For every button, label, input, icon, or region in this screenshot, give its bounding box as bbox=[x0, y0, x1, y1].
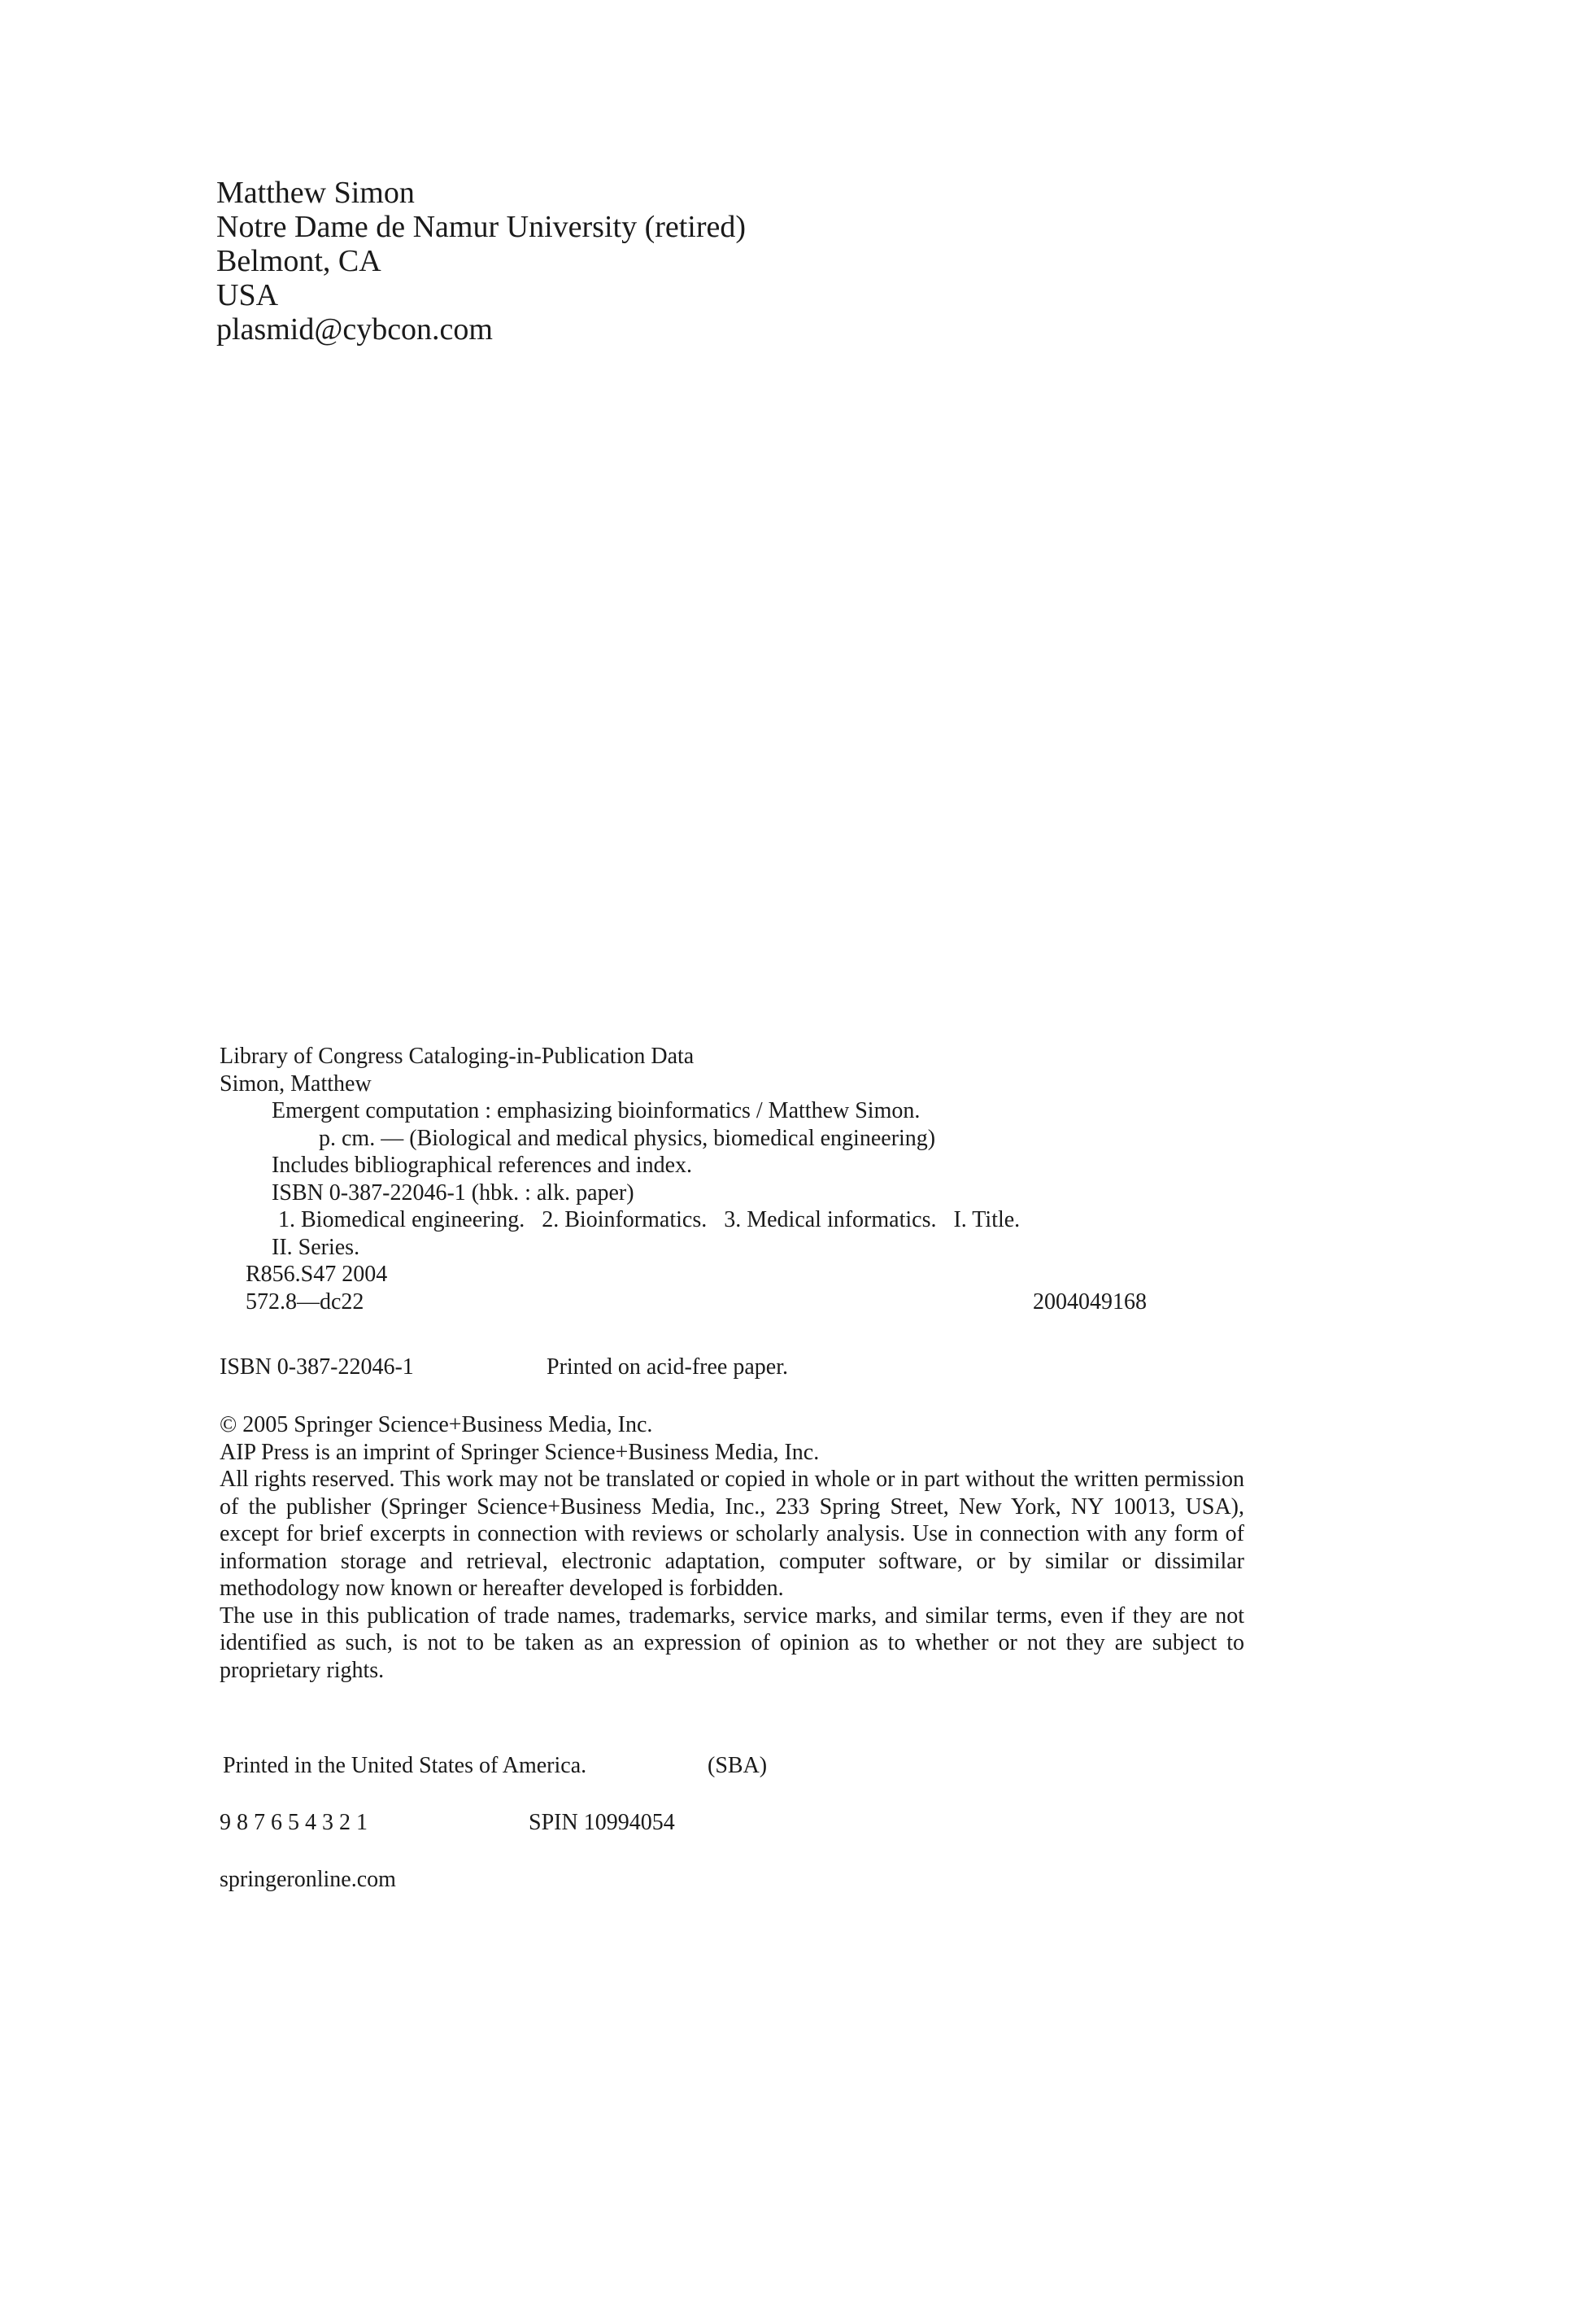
cip-notes: Includes bibliographical references and index. bbox=[272, 1153, 693, 1178]
cip-series: II. Series. bbox=[272, 1234, 360, 1260]
spin-number: SPIN 10994054 bbox=[529, 1810, 675, 1835]
cataloging-in-publication-block bbox=[220, 1043, 1147, 1315]
print-run-numbers: 9 8 7 6 5 4 3 2 1 bbox=[220, 1810, 368, 1835]
cip-lccn: 2004049168 bbox=[1033, 1288, 1147, 1315]
publisher-website: springeronline.com bbox=[220, 1867, 396, 1892]
author-country: USA bbox=[216, 278, 279, 312]
isbn-number: ISBN 0-387-22046-1 bbox=[220, 1354, 414, 1380]
author-name: Matthew Simon bbox=[216, 176, 415, 210]
printer-code: (SBA) bbox=[708, 1753, 768, 1778]
author-affiliation: Notre Dame de Namur University (retired) bbox=[216, 210, 747, 244]
imprint-notice: AIP Press is an imprint of Springer Science+Business Media, Inc. bbox=[220, 1439, 820, 1465]
cip-lc-class: R856.S47 2004 bbox=[246, 1262, 388, 1287]
trademark-notice: The use in this publication of trade names, trademarks, service marks, and similar terms, even if they are not identified as such, is not to be taken as an expression of opinion as to whether or not they are subject to proprietary rights. bbox=[220, 1602, 1244, 1683]
author-city: Belmont, CA bbox=[216, 244, 381, 278]
paper-note: Printed on acid-free paper. bbox=[547, 1354, 788, 1380]
cip-heading: Library of Congress Cataloging-in-Publication Data bbox=[220, 1044, 695, 1069]
rights-block bbox=[220, 1411, 1244, 1684]
author-address-block bbox=[216, 176, 746, 347]
cip-author-entry: Simon, Matthew bbox=[220, 1070, 372, 1097]
cip-isbn: ISBN 0-387-22046-1 (hbk. : alk. paper) bbox=[272, 1179, 634, 1206]
author-email: plasmid@cybcon.com bbox=[216, 312, 493, 347]
cip-subjects: 1. Biomedical engineering. 2. Bioinformatics. 3. Medical informatics. I. Title. bbox=[278, 1207, 1021, 1232]
printed-in-line bbox=[223, 1752, 768, 1780]
rights-reserved-notice: All rights reserved. This work may not be translated or copied in whole or in part without the written permission of the publisher (Springer Science+Business Media, Inc., 233 Spring Street, New York, NY 10013, USA), except for brief excerpts in connection with reviews or scholarly analysis. Use in connection with any form of information storage and retrieval, electronic adaptation, computer software, or by similar or dissimilar methodology now known or hereafter developed is forbidden. bbox=[220, 1467, 1244, 1601]
copyright-notice: © 2005 Springer Science+Business Media, Inc. bbox=[220, 1412, 653, 1437]
cip-title-line: Emergent computation : emphasizing bioinformatics / Matthew Simon. bbox=[272, 1098, 921, 1123]
cip-dewey-row bbox=[220, 1288, 1147, 1316]
printed-in-text: Printed in the United States of America. bbox=[223, 1753, 587, 1778]
cip-dewey: 572.8—dc22 bbox=[246, 1288, 364, 1315]
print-run-line bbox=[220, 1809, 675, 1837]
isbn-line bbox=[220, 1354, 788, 1381]
cip-physical-line: p. cm. — (Biological and medical physics, biomedical engineering) bbox=[319, 1125, 936, 1151]
